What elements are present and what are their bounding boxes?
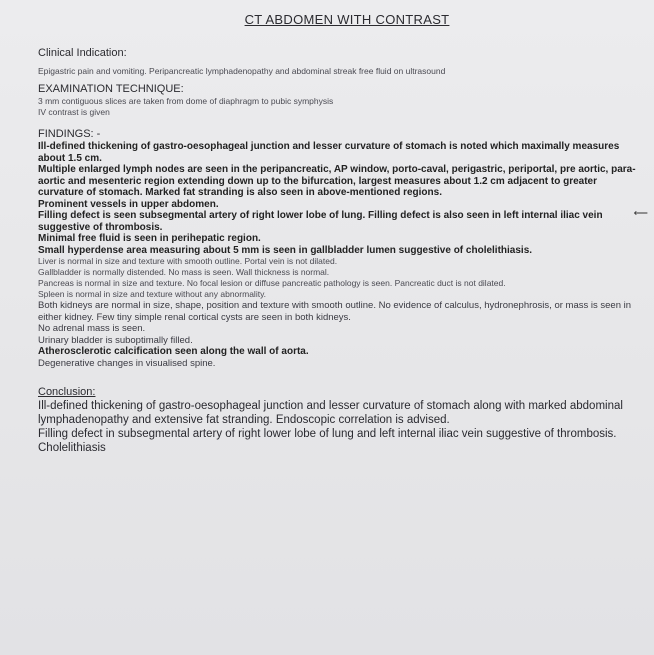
report-title: CT ABDOMEN WITH CONTRAST [244,12,450,27]
finding-item: Both kidneys are normal in size, shape, position and texture with smooth outline. No evidence of calculus, hydronephrosis, or mass is seen in either kidney. Few tiny simple renal cortical cysts are seen in both kidneys. [38,300,632,323]
finding-item: Gallbladder is normally distended. No mass is seen. Wall thickness is normal. [38,267,330,277]
conclusion-list [38,399,636,455]
conclusion-item: Ill-defined thickening of gastro-oesophageal junction and lesser curvature of stomach along with marked abdominal lymphadenopathy and extensive fat stranding. Endoscopic correlation is advised. [38,400,623,426]
technique-heading: EXAMINATION TECHNIQUE: [38,83,184,95]
technique-line: IV contrast is given [38,107,110,117]
conclusion-item: Filling defect in subsegmental artery of right lower lobe of lung and left internal iliac vein suggestive of thrombosis. [38,428,617,440]
finding-item: Degenerative changes in visualised spine. [38,357,216,369]
finding-item: Urinary bladder is suboptimally filled. [38,334,193,346]
finding-item: Multiple enlarged lymph nodes are seen in the peripancreatic, AP window, porto-caval, perigastric, periportal, pre aortic, para-aortic and mesenteric region extending down up to the bifurcation, largest measures about 1.2 cm adjacent to greater curvature of stomach. Marked fat stranding is also seen in above-mentioned regions. [38,164,636,198]
finding-item: Small hyperdense area measuring about 5 mm is seen in gallbladder lumen suggestive of cholelithiasis. [38,244,533,256]
finding-item: Minimal free fluid is seen in perihepatic region. [38,233,261,244]
conclusion-item: Cholelithiasis [38,442,106,454]
technique-line: 3 mm contiguous slices are taken from dome of diaphragm to pubic symphysis [38,96,334,106]
clinical-text: Epigastric pain and vomiting. Peripancreatic lymphadenopathy and abdominal streak free fluid on ultrasound [38,66,446,76]
finding-item: Filling defect is seen subsegmental artery of right lower lobe of lung. Filling defect is also seen in left internal iliac vein suggestive of thrombosis. [38,210,603,233]
finding-item: Pancreas is normal in size and texture. No focal lesion or diffuse pancreatic pathology is seen. Pancreatic duct is not dilated. [38,278,506,288]
margin-arrow-icon: ⟵ [633,208,648,219]
findings-heading: FINDINGS: - [38,128,101,140]
finding-item: Ill-defined thickening of gastro-oesophageal junction and lesser curvature of stomach is noted which maximally measures about 1.5 cm. [38,141,620,164]
finding-item: No adrenal mass is seen. [38,323,146,334]
finding-item: Prominent vessels in upper abdomen. [38,198,219,210]
finding-item: Atherosclerotic calcification seen along the wall of aorta. [38,346,309,357]
conclusion-heading: Conclusion: [38,386,96,398]
clinical-heading: Clinical Indication: [38,47,127,59]
findings-list [38,141,636,369]
finding-item: Spleen is normal in size and texture without any abnormality. [38,289,267,299]
finding-item: Liver is normal in size and texture with smooth outline. Portal vein is not dilated. [38,256,338,266]
